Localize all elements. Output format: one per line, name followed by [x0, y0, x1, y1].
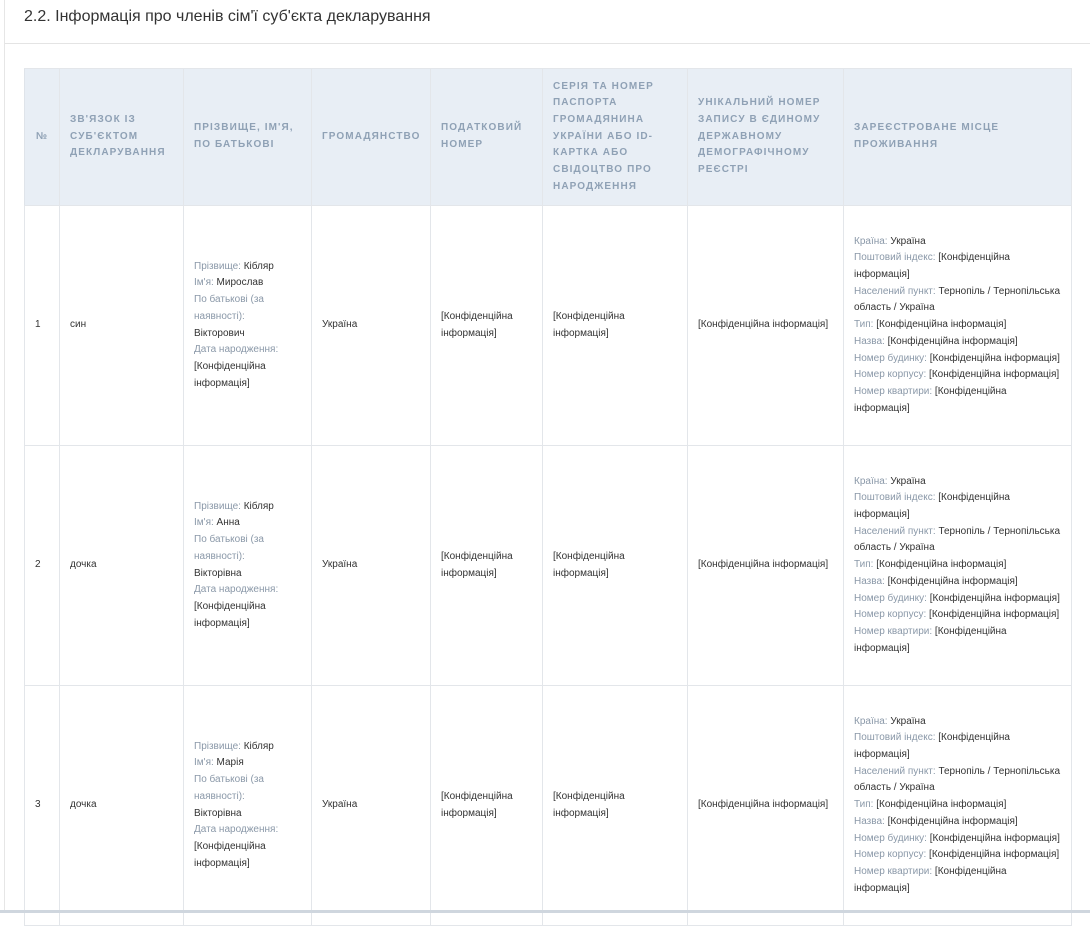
header-relation: ЗВ'ЯЗОК ІЗ СУБ'ЄКТОМ ДЕКЛАРУВАННЯ [60, 69, 184, 206]
patronymic-label: По батькові (за наявності): [194, 294, 264, 322]
first-name-value: Анна [216, 517, 240, 529]
birth-date-value: [Конфіденційна інформація] [194, 840, 266, 869]
street-type-value: [Конфіденційна інформація] [876, 799, 1007, 811]
postcode-value: [Конфіденційна інформація] [854, 252, 1010, 281]
locality-value: Тернопіль / Тернопільська область / Україна [854, 765, 1061, 794]
apartment-number-value: [Конфіденційна інформація] [854, 865, 1007, 894]
surname-label: Прізвище: [194, 500, 241, 512]
first-name-label: Ім'я: [194, 517, 214, 529]
cell-number: 2 [25, 446, 60, 686]
street-type-value: [Конфіденційна інформація] [876, 319, 1007, 331]
header-registered-address: ЗАРЕЄСТРОВАНЕ МІСЦЕ ПРОЖИВАННЯ [844, 69, 1072, 206]
title-divider [5, 43, 1090, 44]
building-number-value: [Конфіденційна інформація] [929, 609, 1060, 621]
street-type-label: Тип: [854, 799, 874, 811]
country-label: Країна: [854, 475, 888, 487]
locality-label: Населений пункт: [854, 525, 936, 537]
birth-date-label: Дата народження: [194, 584, 279, 596]
cell-citizenship: Україна [312, 206, 431, 446]
locality-label: Населений пункт: [854, 765, 936, 777]
surname-label: Прізвище: [194, 260, 241, 272]
building-number-value: [Конфіденційна інформація] [929, 369, 1060, 381]
birth-date-label: Дата народження: [194, 344, 279, 356]
country-label: Країна: [854, 715, 888, 727]
table-row [25, 686, 1072, 926]
country-value: Україна [890, 715, 926, 727]
cell-passport: [Конфіденційна інформація] [543, 686, 688, 926]
street-name-label: Назва: [854, 335, 885, 347]
header-tax-number: ПОДАТКОВИЙ НОМЕР [431, 69, 543, 206]
cell-unzr: [Конфіденційна інформація] [688, 446, 844, 686]
table-header-row [25, 69, 1072, 206]
birth-date-value: [Конфіденційна інформація] [194, 600, 266, 629]
country-label: Країна: [854, 235, 888, 247]
header-passport: СЕРІЯ ТА НОМЕР ПАСПОРТА ГРОМАДЯНИНА УКРАЇНИ АБО ID-КАРТКА АБО СВІДОЦТВО ПРО НАРОДЖЕННЯ [543, 69, 688, 206]
street-type-label: Тип: [854, 559, 874, 571]
building-number-label: Номер корпусу: [854, 369, 927, 381]
street-name-value: [Конфіденційна інформація] [887, 335, 1018, 347]
header-citizenship: ГРОМАДЯНСТВО [312, 69, 431, 206]
house-number-label: Номер будинку: [854, 352, 927, 364]
cell-registered-address [844, 206, 1072, 446]
house-number-label: Номер будинку: [854, 832, 927, 844]
cell-tax-number: [Конфіденційна інформація] [431, 446, 543, 686]
first-name-value: Мирослав [216, 277, 264, 289]
cell-citizenship: Україна [312, 446, 431, 686]
apartment-number-value: [Конфіденційна інформація] [854, 625, 1007, 654]
surname-value: Кібляр [243, 500, 274, 512]
birth-date-value: [Конфіденційна інформація] [194, 360, 266, 389]
cell-passport: [Конфіденційна інформація] [543, 206, 688, 446]
apartment-number-label: Номер квартири: [854, 625, 933, 637]
house-number-value: [Конфіденційна інформація] [929, 592, 1060, 604]
postcode-label: Поштовий індекс: [854, 732, 936, 744]
cell-relation: дочка [60, 446, 184, 686]
country-value: Україна [890, 235, 926, 247]
street-type-label: Тип: [854, 319, 874, 331]
street-type-value: [Конфіденційна інформація] [876, 559, 1007, 571]
cell-registered-address [844, 446, 1072, 686]
locality-value: Тернопіль / Тернопільська область / Україна [854, 525, 1061, 554]
section-title: 2.2. Інформація про членів сім'ї суб'єкта декларування [24, 8, 431, 25]
apartment-number-label: Номер квартири: [854, 385, 933, 397]
cell-tax-number: [Конфіденційна інформація] [431, 686, 543, 926]
cell-full-name [184, 446, 312, 686]
building-number-label: Номер корпусу: [854, 609, 927, 621]
street-name-label: Назва: [854, 815, 885, 827]
patronymic-label: По батькові (за наявності): [194, 774, 264, 802]
cell-relation: дочка [60, 686, 184, 926]
first-name-label: Ім'я: [194, 277, 214, 289]
cell-citizenship: Україна [312, 686, 431, 926]
postcode-label: Поштовий індекс: [854, 252, 936, 264]
header-number: № [25, 69, 60, 206]
surname-value: Кібляр [243, 740, 274, 752]
house-number-value: [Конфіденційна інформація] [929, 352, 1060, 364]
patronymic-label: По батькові (за наявності): [194, 534, 264, 562]
cell-number: 3 [25, 686, 60, 926]
birth-date-label: Дата народження: [194, 824, 279, 836]
patronymic-value: Вікторович [194, 327, 245, 339]
building-number-value: [Конфіденційна інформація] [929, 849, 1060, 861]
first-name-value: Марія [216, 757, 244, 769]
patronymic-value: Вікторівна [194, 567, 242, 579]
surname-label: Прізвище: [194, 740, 241, 752]
cell-relation: син [60, 206, 184, 446]
table-row [25, 446, 1072, 686]
cell-number: 1 [25, 206, 60, 446]
house-number-value: [Конфіденційна інформація] [929, 832, 1060, 844]
apartment-number-value: [Конфіденційна інформація] [854, 385, 1007, 414]
street-name-value: [Конфіденційна інформація] [887, 815, 1018, 827]
header-full-name: ПРІЗВИЩЕ, ІМ'Я, ПО БАТЬКОВІ [184, 69, 312, 206]
surname-value: Кібляр [243, 260, 274, 272]
header-unzr: УНІКАЛЬНИЙ НОМЕР ЗАПИСУ В ЄДИНОМУ ДЕРЖАВНОМУ ДЕМОГРАФІЧНОМУ РЕЄСТРІ [688, 69, 844, 206]
cell-full-name [184, 206, 312, 446]
house-number-label: Номер будинку: [854, 592, 927, 604]
patronymic-value: Вікторівна [194, 807, 242, 819]
cell-passport: [Конфіденційна інформація] [543, 446, 688, 686]
cell-unzr: [Конфіденційна інформація] [688, 686, 844, 926]
postcode-label: Поштовий індекс: [854, 492, 936, 504]
building-number-label: Номер корпусу: [854, 849, 927, 861]
cell-tax-number: [Конфіденційна інформація] [431, 206, 543, 446]
country-value: Україна [890, 475, 926, 487]
street-name-label: Назва: [854, 575, 885, 587]
cell-full-name [184, 686, 312, 926]
cell-registered-address [844, 686, 1072, 926]
postcode-value: [Конфіденційна інформація] [854, 732, 1010, 761]
locality-value: Тернопіль / Тернопільська область / Україна [854, 285, 1061, 314]
postcode-value: [Конфіденційна інформація] [854, 492, 1010, 521]
cell-unzr: [Конфіденційна інформація] [688, 206, 844, 446]
family-members-table [24, 68, 1072, 926]
street-name-value: [Конфіденційна інформація] [887, 575, 1018, 587]
locality-label: Населений пункт: [854, 285, 936, 297]
first-name-label: Ім'я: [194, 757, 214, 769]
apartment-number-label: Номер квартири: [854, 865, 933, 877]
table-row [25, 206, 1072, 446]
